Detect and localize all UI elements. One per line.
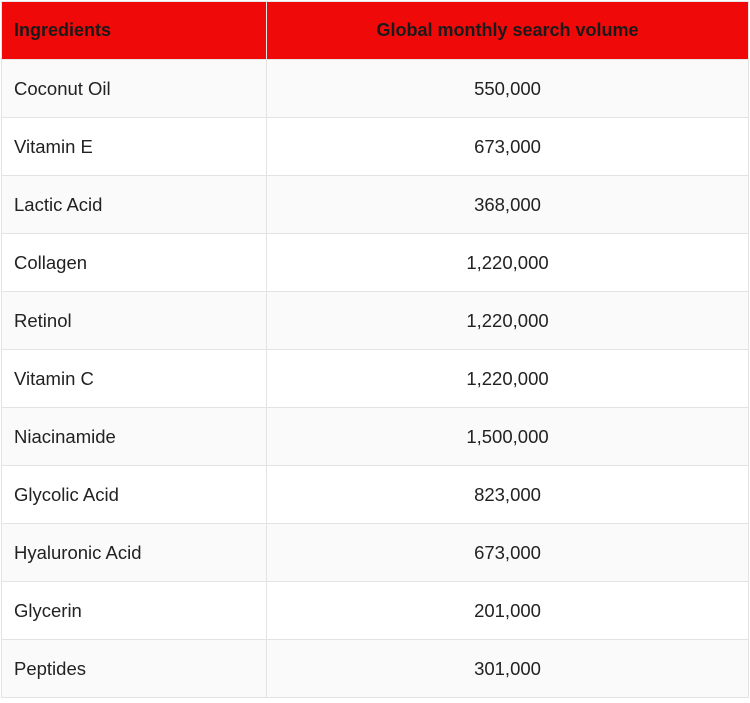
ingredient-cell: Coconut Oil bbox=[2, 60, 267, 118]
ingredient-cell: Niacinamide bbox=[2, 408, 267, 466]
table-row bbox=[2, 640, 749, 698]
search-volume-cell: 301,000 bbox=[267, 640, 749, 698]
ingredient-cell: Hyaluronic Acid bbox=[2, 524, 267, 582]
search-volume-cell: 1,220,000 bbox=[267, 234, 749, 292]
table-row bbox=[2, 234, 749, 292]
ingredient-cell: Glycerin bbox=[2, 582, 267, 640]
search-volume-cell: 201,000 bbox=[267, 582, 749, 640]
ingredient-cell: Retinol bbox=[2, 292, 267, 350]
table-row bbox=[2, 60, 749, 118]
column-header-ingredients: Ingredients bbox=[2, 2, 267, 60]
search-volume-cell: 1,220,000 bbox=[267, 292, 749, 350]
table-row bbox=[2, 408, 749, 466]
ingredient-cell: Lactic Acid bbox=[2, 176, 267, 234]
search-volume-cell: 823,000 bbox=[267, 466, 749, 524]
table-row bbox=[2, 350, 749, 408]
ingredient-cell: Collagen bbox=[2, 234, 267, 292]
search-volume-table bbox=[1, 1, 749, 698]
table-row bbox=[2, 582, 749, 640]
ingredient-cell: Peptides bbox=[2, 640, 267, 698]
table-row bbox=[2, 176, 749, 234]
table-body bbox=[2, 60, 749, 698]
search-volume-cell: 673,000 bbox=[267, 524, 749, 582]
search-volume-cell: 1,500,000 bbox=[267, 408, 749, 466]
table-row bbox=[2, 292, 749, 350]
search-volume-cell: 1,220,000 bbox=[267, 350, 749, 408]
search-volume-table-container bbox=[1, 1, 748, 698]
ingredient-cell: Glycolic Acid bbox=[2, 466, 267, 524]
table-header-row bbox=[2, 2, 749, 60]
search-volume-cell: 368,000 bbox=[267, 176, 749, 234]
search-volume-cell: 673,000 bbox=[267, 118, 749, 176]
ingredient-cell: Vitamin C bbox=[2, 350, 267, 408]
table-row bbox=[2, 466, 749, 524]
search-volume-cell: 550,000 bbox=[267, 60, 749, 118]
ingredient-cell: Vitamin E bbox=[2, 118, 267, 176]
table-row bbox=[2, 524, 749, 582]
table-row bbox=[2, 118, 749, 176]
column-header-search-volume: Global monthly search volume bbox=[267, 2, 749, 60]
